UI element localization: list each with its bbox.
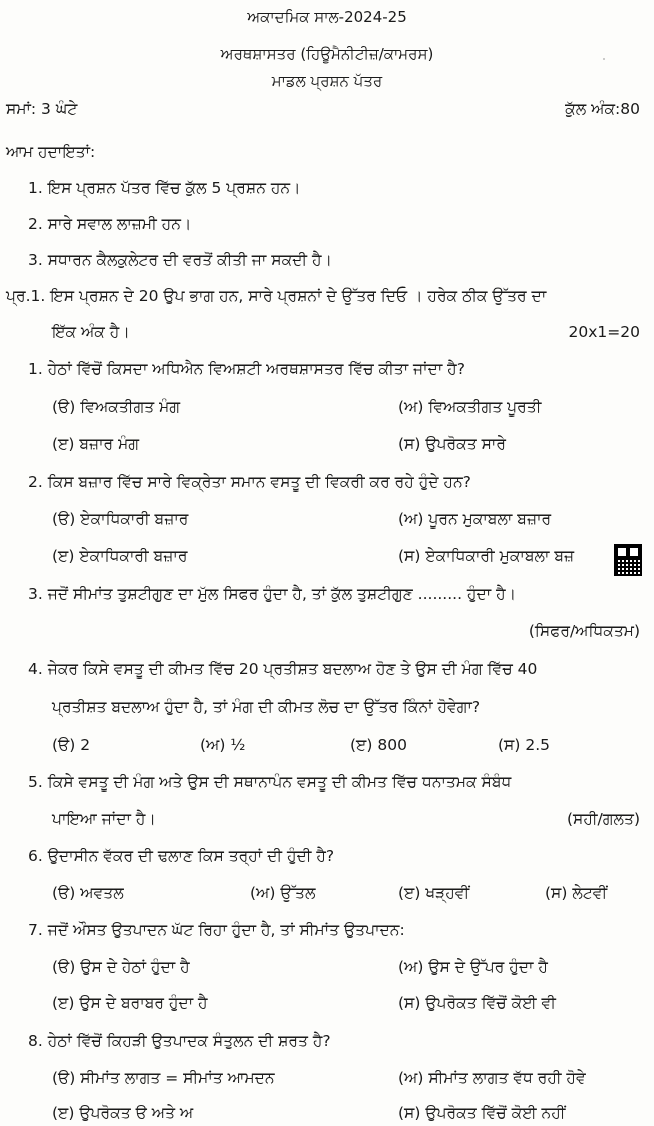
- time-label: ਸਮਾਂ: 3 ਘੰਟੇ: [6, 100, 78, 118]
- option-b: (ਅ) ਉਸ ਦੇ ਉੱਪਰ ਹੁੰਦਾ ਹੈ: [398, 958, 548, 976]
- instructions-title: ਆਮ ਹਦਾਇਤਾਂ:: [6, 143, 96, 161]
- total-marks: ਕੁੱਲ ਅੰਕ:80: [565, 100, 640, 118]
- section-q1-heading: ਪ੍ਰ.1. ਇਸ ਪ੍ਰਸ਼ਨ ਦੇ 20 ਉਪ ਭਾਗ ਹਨ, ਸਾਰੇ ਪ੍ਰਸ਼ਨਾਂ ਦੇ ਉੱਤਰ ਦਿਓ । ਹਰੇਕ ਠੀਕ ਉੱਤਰ ਦਾ: [6, 287, 547, 305]
- option-b: (ਅ) ਸੀਮਾਂਤ ਲਾਗਤ ਵੱਧ ਰਹੀ ਹੋਵੇ: [398, 1069, 586, 1087]
- option-b: (ਅ) ਪੂਰਨ ਮੁਕਾਬਲਾ ਬਜ਼ਾਰ: [398, 510, 552, 528]
- question-text: 2. ਕਿਸ ਬਜ਼ਾਰ ਵਿੱਚ ਸਾਰੇ ਵਿਕ੍ਰੇਤਾ ਸਮਾਨ ਵਸਤੂ ਦੀ ਵਿਕਰੀ ਕਰ ਰਹੇ ਹੁੰਦੇ ਹਨ?: [28, 473, 471, 491]
- option-a: (ੳ) ਵਿਅਕਤੀਗਤ ਮੰਗ: [52, 398, 181, 416]
- option-b: (ਅ) ½: [200, 736, 246, 754]
- option-b: (ਅ) ਵਿਅਕਤੀਗਤ ਪੂਰਤੀ: [398, 398, 542, 416]
- question-text: 3. ਜਦੋਂ ਸੀਮਾਂਤ ਤੁਸ਼ਟੀਗੁਣ ਦਾ ਮੁੱਲ ਸਿਫਰ ਹੁੰਦਾ ਹੈ, ਤਾਂ ਕੁੱਲ ਤੁਸ਼ਟੀਗੁਣ ......... ਹੁੰਦਾ ਹੈ।: [28, 585, 517, 603]
- question-text: 6. ਉਦਾਸੀਨ ਵੱਕਰ ਦੀ ਢਲਾਣ ਕਿਸ ਤਰ੍ਹਾਂ ਦੀ ਹੁੰਦੀ ਹੈ?: [28, 847, 335, 865]
- option-d: (ਸ) ਉਪਰੋਕਤ ਵਿੱਚੋਂ ਕੋਈ ਵੀ: [398, 994, 556, 1012]
- section-q1-heading-cont: ਇੱਕ ਅੰਕ ਹੈ।: [52, 323, 130, 341]
- option-a: (ੳ) 2: [52, 736, 91, 754]
- option-d: (ਸ) ਏਕਾਧਿਕਾਰੀ ਮੁਕਾਬਲਾ ਬਜ਼: [398, 547, 575, 565]
- academic-year: ਅਕਾਦਮਿਕ ਸਾਲ-2024-25: [247, 8, 407, 26]
- option-d: (ਸ) ਲੇਟਵੀਂ: [545, 884, 608, 902]
- question-text: 7. ਜਦੋਂ ਔਸਤ ਉਤਪਾਦਨ ਘੱਟ ਰਿਹਾ ਹੁੰਦਾ ਹੈ, ਤਾਂ ਸੀਮਾਂਤ ਉਤਪਾਦਨ:: [28, 921, 405, 939]
- question-text: 4. ਜੇਕਰ ਕਿਸੇ ਵਸਤੂ ਦੀ ਕੀਮਤ ਵਿੱਚ 20 ਪ੍ਰਤੀਸ਼ਤ ਬਦਲਾਅ ਹੋਣ ਤੇ ਉਸ ਦੀ ਮੰਗ ਵਿੱਚ 40: [28, 660, 538, 678]
- option-c: (ੲ) ਉਪਰੋਕਤ ੳ ਅਤੇ ਅ: [52, 1104, 194, 1122]
- option-c: (ੲ) ਉਸ ਦੇ ਬਰਾਬਰ ਹੁੰਦਾ ਹੈ: [52, 994, 208, 1012]
- question-text: 1. ਹੇਠਾਂ ਵਿੱਚੋਂ ਕਿਸਦਾ ਅਧਿਐਨ ਵਿਅਸ਼ਟੀ ਅਰਥਸ਼ਾਸਤਰ ਵਿੱਚ ਕੀਤਾ ਜਾਂਦਾ ਹੈ?: [28, 360, 465, 378]
- subject-title: ਅਰਥਸ਼ਾਸਤਰ (ਹਿਊਮੈਨੀਟੀਜ਼/ਕਾਮਰਸ): [220, 45, 434, 63]
- instruction-item: 2. ਸਾਰੇ ਸਵਾਲ ਲਾਜ਼ਮੀ ਹਨ।: [28, 215, 192, 233]
- option-d: (ਸ) 2.5: [498, 736, 550, 754]
- question-text-cont: ਪ੍ਰਤੀਸ਼ਤ ਬਦਲਾਅ ਹੁੰਦਾ ਹੈ, ਤਾਂ ਮੰਗ ਦੀ ਕੀਮਤ ਲੋਚ ਦਾ ਉੱਤਰ ਕਿੰਨਾਂ ਹੋਵੇਗਾ?: [52, 698, 481, 716]
- question-text: 8. ਹੇਠਾਂ ਵਿੱਚੋਂ ਕਿਹੜੀ ਉਤਪਾਦਕ ਸੰਤੁਲਨ ਦੀ ਸ਼ਰਤ ਹੈ?: [28, 1032, 331, 1050]
- option-a: (ੳ) ਅਵਤਲ: [52, 884, 124, 902]
- instruction-item: 1. ਇਸ ਪ੍ਰਸ਼ਨ ਪੱਤਰ ਵਿੱਚ ਕੁੱਲ 5 ਪ੍ਰਸ਼ਨ ਹਨ।: [28, 179, 301, 197]
- option-d: (ਸ) ਉਪਰੋਕਤ ਸਾਰੇ: [398, 435, 506, 453]
- option-c: (ੲ) 800: [350, 736, 407, 754]
- option-a: (ੳ) ਉਸ ਦੇ ਹੇਠਾਂ ਹੁੰਦਾ ਹੈ: [52, 958, 190, 976]
- option-c: (ੲ) ਖੜ੍ਹਵੀਂ: [398, 884, 470, 902]
- question-text-cont: ਪਾਇਆ ਜਾਂਦਾ ਹੈ।: [52, 810, 156, 828]
- option-d: (ਸ) ਉਪਰੋਕਤ ਵਿੱਚੋਂ ਕੋਈ ਨਹੀਂ: [398, 1104, 566, 1122]
- qr-code-icon: [614, 544, 642, 576]
- option-c: (ੲ) ਏਕਾਧਿਕਾਰੀ ਬਜ਼ਾਰ: [52, 547, 188, 565]
- answer-hint: (ਸਹੀ/ਗਲਤ): [566, 810, 640, 828]
- option-a: (ੳ) ਏਕਾਧਿਕਾਰੀ ਬਜ਼ਾਰ: [52, 510, 189, 528]
- paper-title: ਮਾਡਲ ਪ੍ਰਸ਼ਨ ਪੱਤਰ: [271, 72, 383, 90]
- instruction-item: 3. ਸਧਾਰਨ ਕੈਲਕੁਲੇਟਰ ਦੀ ਵਰਤੋਂ ਕੀਤੀ ਜਾ ਸਕਦੀ ਹੈ।: [28, 251, 332, 269]
- answer-hint: (ਸਿਫਰ/ਅਧਿਕਤਮ): [528, 622, 640, 640]
- section-q1-marks: 20x1=20: [568, 323, 640, 341]
- question-text: 5. ਕਿਸੇ ਵਸਤੂ ਦੀ ਮੰਗ ਅਤੇ ਉਸ ਦੀ ਸਥਾਨਾਪੰਨ ਵਸਤੂ ਦੀ ਕੀਮਤ ਵਿੱਚ ਧਨਾਤਮਕ ਸੰਬੰਧ: [28, 773, 512, 791]
- option-c: (ੲ) ਬਜ਼ਾਰ ਮੰਗ: [52, 435, 140, 453]
- option-b: (ਅ) ਉੱਤਲ: [250, 884, 316, 902]
- option-a: (ੳ) ਸੀਮਾਂਤ ਲਾਗਤ = ਸੀਮਾਂਤ ਆਮਦਨ: [52, 1069, 275, 1087]
